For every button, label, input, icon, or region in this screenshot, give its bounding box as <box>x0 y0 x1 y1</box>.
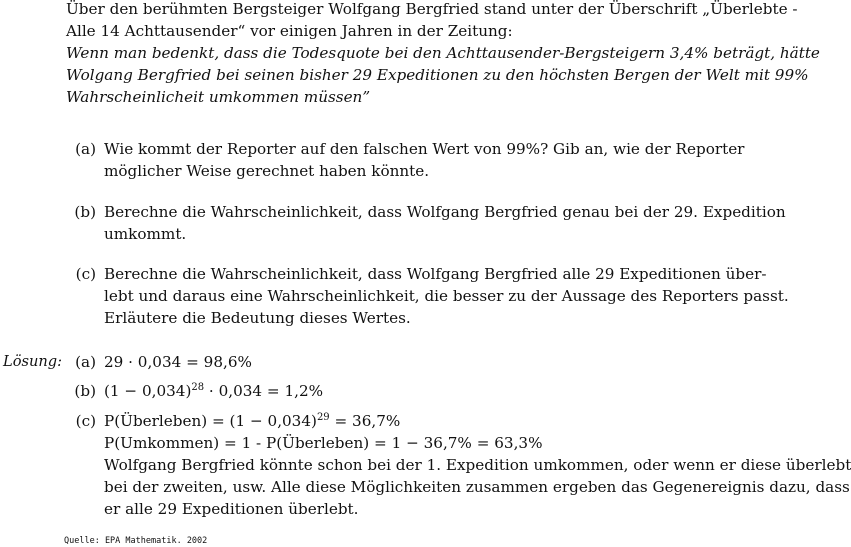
solution-c-line-4: bei der zweiten, usw. Alle diese Möglichkeiten zusammen ergeben das Gegenereignis dazu, dass <box>104 478 850 496</box>
task-b-line-2: umkommt. <box>104 225 187 243</box>
solution-c-text <box>104 410 851 520</box>
solution-b-rest: · 0,034 = 1,2% <box>204 382 324 400</box>
intro-line-1: Über den berühmten Bergsteiger Wolfgang Bergfried stand unter der Überschrift „Überlebte - <box>66 0 798 18</box>
task-b-label: (b) <box>74 203 96 221</box>
solution-a-text: 29 · 0,034 = 98,6% <box>104 353 252 371</box>
task-c-line-2: lebt und daraus eine Wahrscheinlichkeit, die besser zu der Aussage des Reporters passt. <box>104 287 789 305</box>
task-b-line-1: Berechne die Wahrscheinlichkeit, dass Wolfgang Bergfried genau bei der 29. Expedition <box>104 203 786 221</box>
solution-c-line1-rest: = 36,7% <box>329 412 401 430</box>
task-c-label: (c) <box>75 265 96 283</box>
intro-paragraph <box>66 0 820 108</box>
solution-heading: Lösung: <box>3 353 63 370</box>
intro-line-2: Alle 14 Achttausender“ vor einigen Jahren in der Zeitung: <box>66 22 513 40</box>
task-b-text <box>104 201 786 245</box>
quote-line-3: Wahrscheinlicheit umkommen müssen” <box>66 88 371 106</box>
solution-c-line-1 <box>104 410 851 432</box>
solution-b-base: (1 − 0,034) <box>104 382 192 400</box>
solution-c-line-5: er alle 29 Expeditionen überlebt. <box>104 500 359 518</box>
task-a-text <box>104 138 744 182</box>
source-note: Quelle: EPA Mathematik. 2002 <box>64 536 208 546</box>
solution-b-text <box>104 380 323 402</box>
solution-c-exponent: 29 <box>316 411 330 423</box>
solution-c-line-3: Wolfgang Bergfried könnte schon bei der 1. Expedition umkommen, oder wenn er diese überlebt <box>104 456 851 474</box>
solution-c-line-2: P(Umkommen) = 1 - P(Überleben) = 1 − 36,7% = 63,3% <box>104 434 543 452</box>
task-c-line-3: Erläutere die Bedeutung dieses Wertes. <box>104 309 411 327</box>
task-c-line-1: Berechne die Wahrscheinlichkeit, dass Wolfgang Bergfried alle 29 Expeditionen über- <box>104 265 767 283</box>
task-c-text <box>104 263 789 329</box>
solution-c-line1-base: P(Überleben) = (1 − 0,034) <box>104 412 317 430</box>
solution-a-label: (a) <box>75 353 96 371</box>
task-a-label: (a) <box>75 140 96 158</box>
solution-b-label: (b) <box>74 382 96 400</box>
task-a-line-1: Wie kommt der Reporter auf den falschen Wert von 99%? Gib an, wie der Reporter <box>104 140 745 158</box>
solution-b-exponent: 28 <box>191 381 205 393</box>
task-a-line-2: möglicher Weise gerechnet haben könnte. <box>104 162 430 180</box>
solution-c-label: (c) <box>75 412 96 430</box>
quote-line-2: Wolgang Bergfried bei seinen bisher 29 Expeditionen zu den höchsten Bergen der Welt mit 99% <box>66 66 809 84</box>
quote-line-1: Wenn man bedenkt, dass die Todesquote bei den Achttausender-Bergsteigern 3,4% beträgt, hätte <box>66 44 820 62</box>
